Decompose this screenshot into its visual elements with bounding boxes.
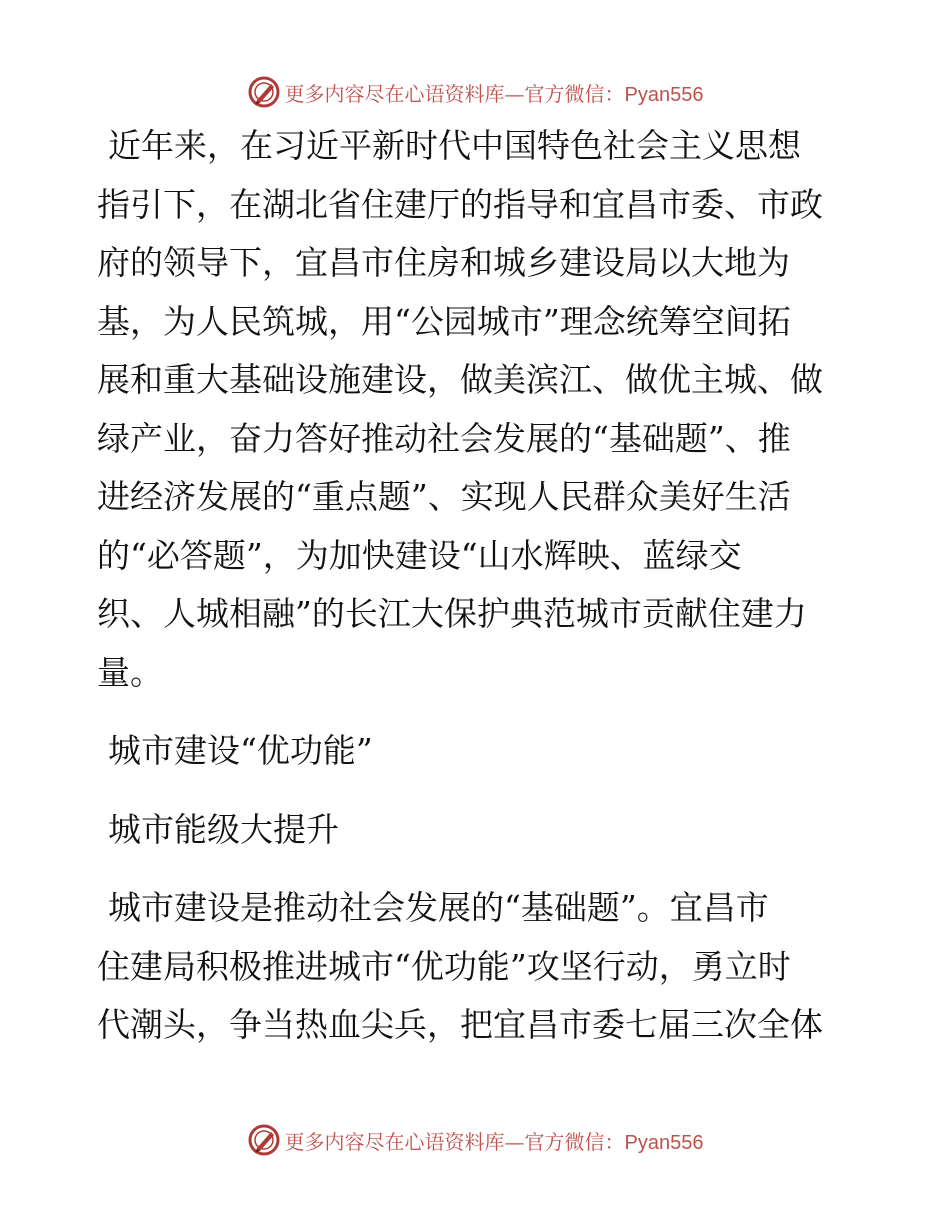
text-line: 展和重大基础设施建设，做美滨江、做优主城、做 [97, 360, 823, 399]
text-line: 织、人城相融”的长江大保护典范城市贡献住建力 [97, 594, 807, 633]
header-watermark [0, 72, 950, 112]
pen-logo-icon [247, 75, 281, 109]
text-line: 进经济发展的“重点题”、实现人民群众美好生活 [97, 477, 791, 516]
section-heading: 城市建设“优功能” [108, 731, 373, 770]
text-line: 住建局积极推进城市“优功能”攻坚行动，勇立时 [97, 946, 791, 986]
text-line: 近年来，在习近平新时代中国特色社会主义思想 [108, 126, 801, 165]
text-line: 指引下，在湖北省住建厅的指导和宜昌市委、市政 [97, 184, 823, 224]
text-line: 城市建设是推动社会发展的“基础题”。宜昌市 [108, 888, 769, 927]
text-line: 府的领导下，宜昌市住房和城乡建设局以大地为 [97, 243, 790, 282]
watermark-text: 更多内容尽在心语资料库—官方微信：Pyan556 [284, 1129, 704, 1154]
text-line: 代潮头，争当热血尖兵，把宜昌市委七届三次全体 [97, 1005, 823, 1044]
section-subheading: 城市能级大提升 [108, 809, 339, 849]
paragraph-intro [97, 117, 857, 702]
text-line: 绿产业，奋力答好推动社会发展的“基础题”、推 [97, 418, 791, 458]
text-line: 基，为人民筑城，用“公园城市”理念统筹空间拓 [97, 301, 791, 341]
document-body [97, 117, 857, 1055]
text-line: 量。 [97, 652, 163, 692]
text-line: 的“必答题”，为加快建设“山水辉映、蓝绿交 [97, 535, 742, 575]
pen-logo-icon [247, 1123, 281, 1157]
paragraph-construction [97, 879, 857, 1055]
footer-watermark [0, 1120, 950, 1160]
watermark-text: 更多内容尽在心语资料库—官方微信：Pyan556 [284, 81, 704, 106]
